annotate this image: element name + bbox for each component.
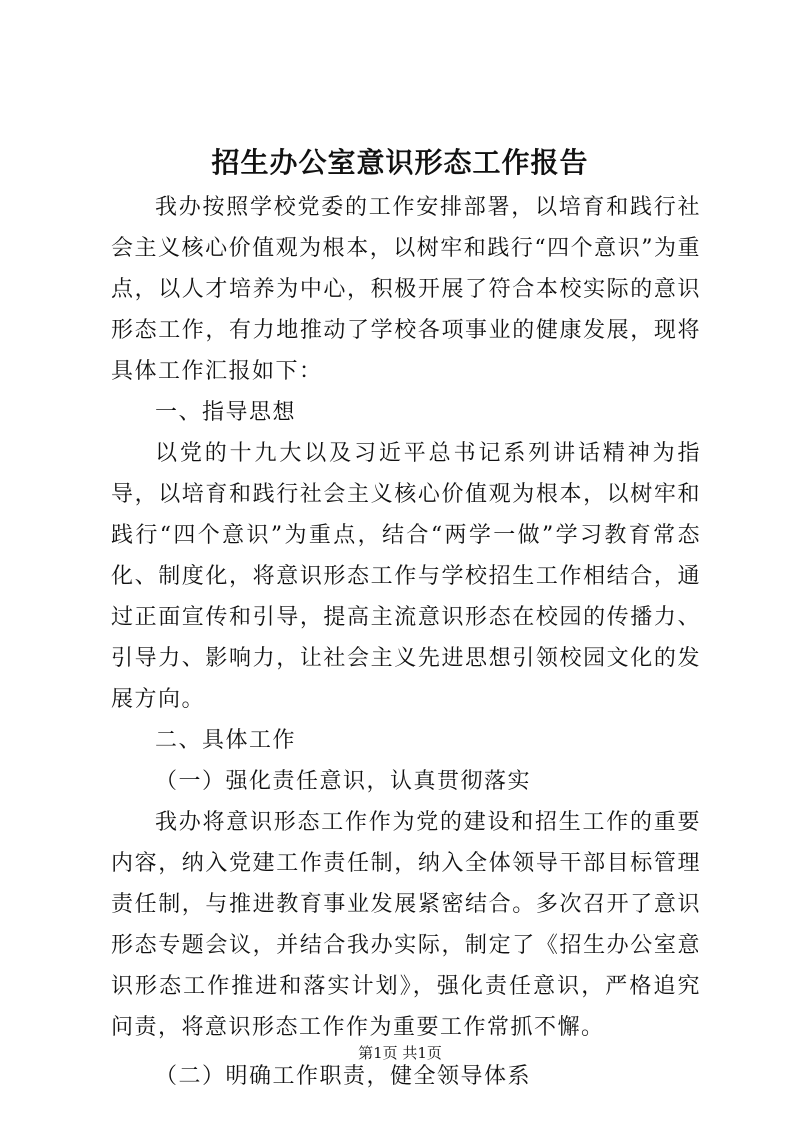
- subsection-heading-responsibility: （一）强化责任意识，认真贯彻落实: [155, 769, 532, 794]
- page-footer: 第1页 共1页: [358, 1044, 442, 1062]
- responsibility-paragraph: 我办将意识形态工作作为党的建设和招生工作的重要内容，纳入党建工作责任制，纳入全体领导干部目标管理责任制，与推进教育事业发展紧密结合。多次召开了意识形态专题会议，并结合我办实际，制定了《招生办公室意识形态工作推进和落实计划》，强化责任意识，严格追究问责，将意识形态工作作为重要工作常抓不懈。: [111, 810, 701, 1040]
- section-heading-specific-work: 二、具体工作: [155, 728, 297, 753]
- intro-paragraph: 我办按照学校党委的工作安排部署，以培育和践行社会主义核心价值观为根本，以树牢和践行“四个意识”为重点，以人才培养为中心，积极开展了符合本校实际的意识形态工作，有力地推动了学校各项事业的健康发展，现将具体工作汇报如下：: [111, 195, 701, 384]
- document-body: [111, 187, 701, 1097]
- document-title: 招生办公室意识形态工作报告: [211, 146, 589, 179]
- section-heading-guiding-thought: 一、指导思想: [155, 400, 297, 425]
- guiding-thought-paragraph: 以党的十九大以及习近平总书记系列讲话精神为指导，以培育和践行社会主义核心价值观为根本，以树牢和践行“四个意识”为重点，结合“两学一做”学习教育常态化、制度化，将意识形态工作与学校招生工作相结合，通过正面宣传和引导，提高主流意识形态在校园的传播力、引导力、影响力，让社会主义先进思想引领校园文化的发展方向。: [111, 441, 701, 712]
- subsection-heading-duties: （二）明确工作职责，健全领导体系: [155, 1064, 532, 1089]
